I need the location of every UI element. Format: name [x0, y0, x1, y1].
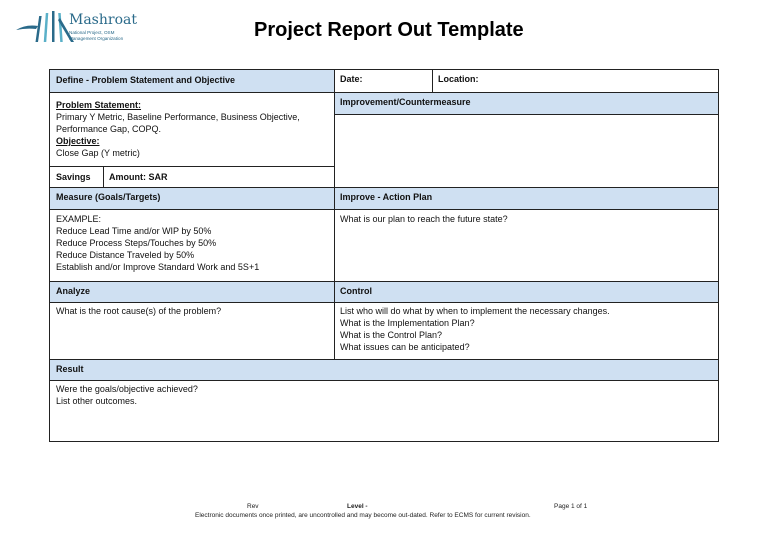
result-line: Were the goals/objective achieved? [56, 384, 198, 394]
savings-divider [103, 166, 104, 187]
problem-section [50, 92, 334, 166]
row-divider [50, 302, 718, 303]
measure-line: Reduce Lead Time and/or WIP by 50% [56, 226, 212, 236]
action-plan-header: Improve - Action Plan [334, 187, 718, 209]
footer-disclaimer: Electronic documents once printed, are uncontrolled and may become out-dated. Refer to ECMS for current revision. [195, 512, 531, 519]
measure-line: Reduce Process Steps/Touches by 50% [56, 238, 217, 248]
measure-header: Measure (Goals/Targets) [50, 187, 334, 209]
measure-line: EXAMPLE: [56, 214, 102, 224]
row-divider [50, 380, 718, 381]
analyze-text: What is the root cause(s) of the problem? [56, 306, 222, 316]
footer-page: Page 1 of 1 [554, 503, 588, 510]
action-plan-text: What is our plan to reach the future state? [340, 214, 508, 224]
problem-statement-text: Primary Y Metric, Baseline Performance, Business Objective, Performance Gap, COPQ. [56, 112, 300, 134]
row-divider [50, 281, 718, 282]
logo-tagline: National Project, OSM Management Organization [69, 30, 124, 41]
date-divider [432, 70, 433, 92]
row-divider [50, 209, 718, 210]
problem-statement-label: Problem Statement: [56, 100, 142, 110]
measure-line: Reduce Distance Traveled by 50% [56, 250, 195, 260]
amount-field [103, 166, 334, 187]
location-label: Location: [438, 74, 479, 84]
improvement-header: Improvement/Countermeasure [334, 92, 718, 114]
row-divider [50, 359, 718, 360]
row-divider [50, 187, 718, 188]
measure-line: Establish and/or Improve Standard Work and 5S+1 [56, 262, 260, 272]
objective-label: Objective: [56, 136, 100, 146]
control-body [334, 302, 718, 359]
control-header: Control [334, 281, 718, 302]
objective-text: Close Gap (Y metric) [56, 148, 140, 158]
control-line: What is the Implementation Plan? [340, 318, 475, 328]
control-line: What issues can be anticipated? [340, 342, 470, 352]
footer-rev: Rev [247, 503, 259, 510]
page-title: Project Report Out Template [254, 19, 524, 41]
row-divider [50, 166, 334, 167]
amount-value: SAR [148, 172, 168, 182]
report-table [49, 69, 719, 442]
logo-name: Mashroat [69, 12, 137, 28]
result-header: Result [50, 359, 718, 380]
date-label: Date: [340, 74, 363, 84]
row-divider [334, 114, 718, 115]
analyze-header: Analyze [50, 281, 334, 302]
control-line: What is the Control Plan? [340, 330, 443, 340]
result-body [50, 380, 718, 441]
row-divider [50, 92, 718, 93]
measure-body [50, 209, 334, 281]
amount-label: Amount: [109, 172, 146, 182]
result-line: List other outcomes. [56, 396, 138, 406]
control-line: List who will do what by when to implement the necessary changes. [340, 306, 610, 316]
define-header: Define - Problem Statement and Objective [50, 70, 334, 92]
savings-label: Savings [56, 172, 91, 182]
footer-level: Level - [347, 503, 368, 510]
